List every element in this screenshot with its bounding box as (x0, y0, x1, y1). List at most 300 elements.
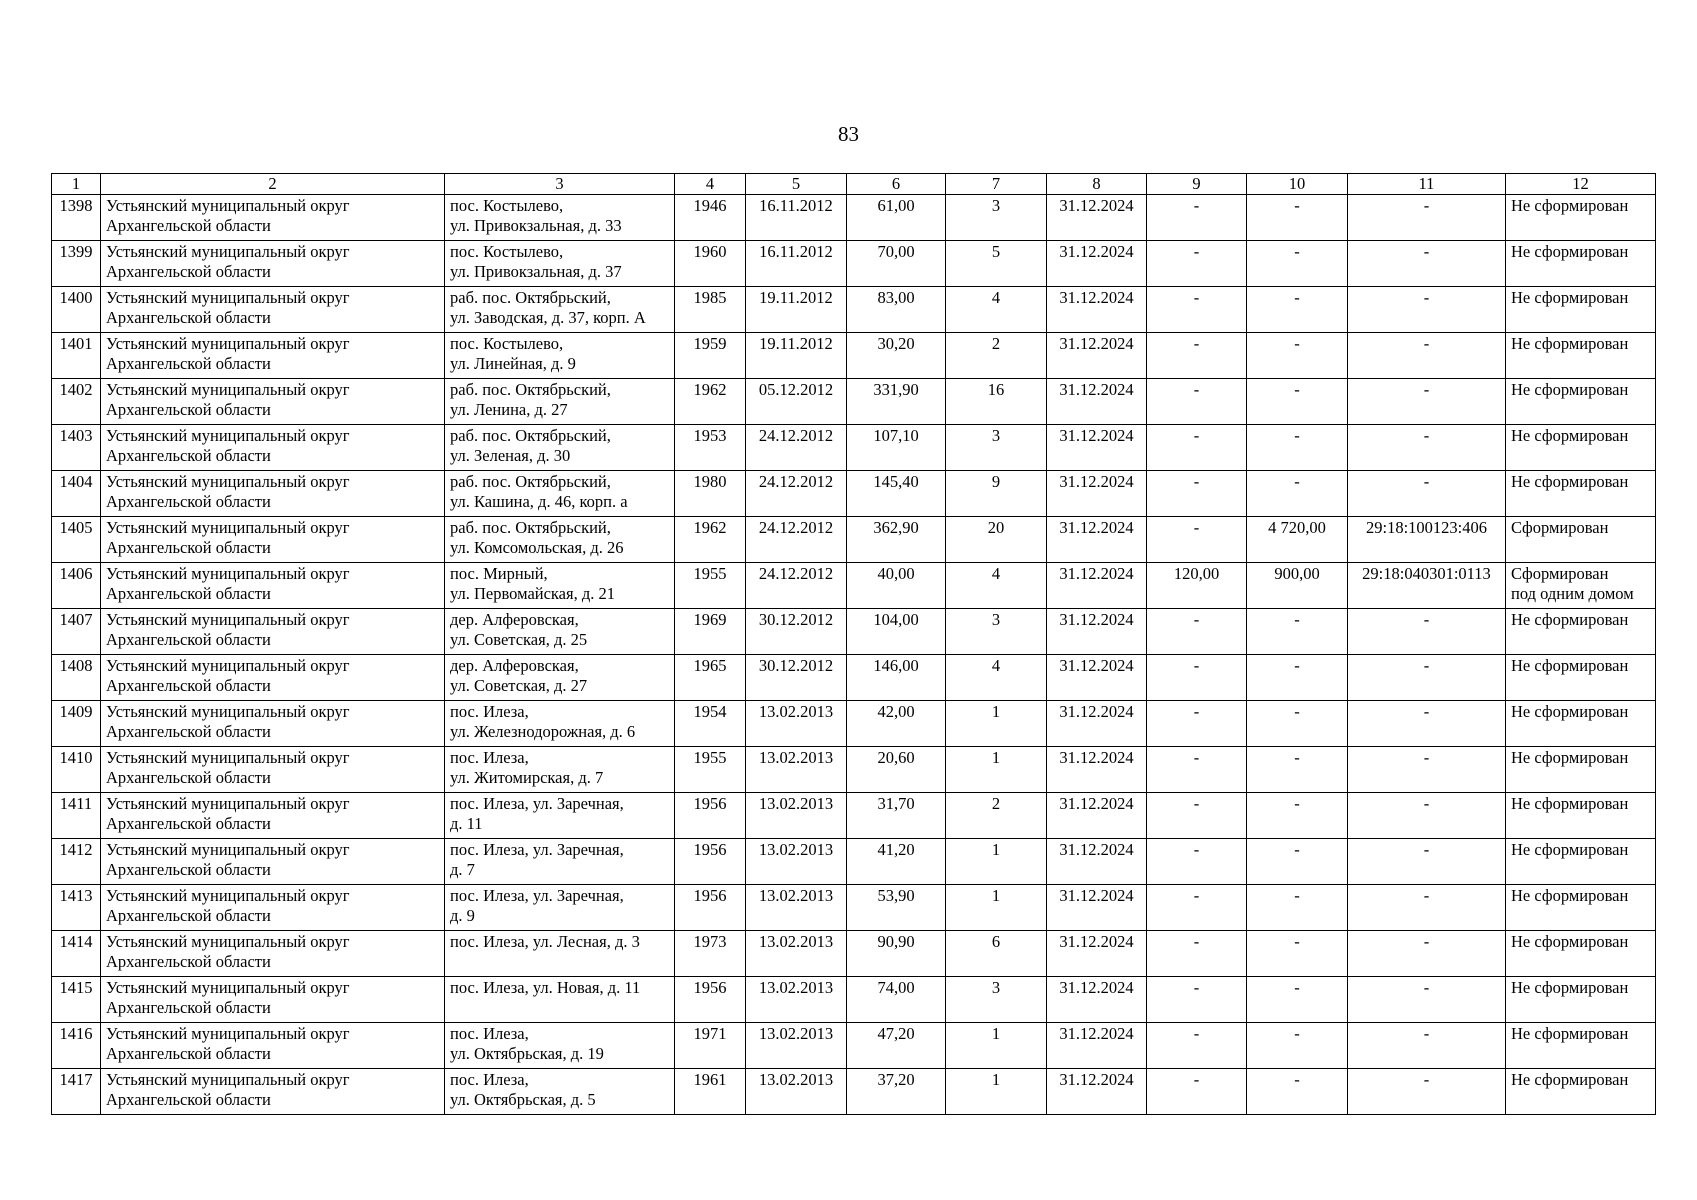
cell-area: 107,10 (847, 425, 946, 471)
cell-residents: 1 (946, 747, 1047, 793)
cell-record-number: 1411 (52, 793, 101, 839)
cell-date: 13.02.2013 (746, 793, 847, 839)
cell-cadastral-number: - (1348, 1069, 1506, 1115)
cell-year: 1956 (675, 977, 746, 1023)
cell-residents: 4 (946, 287, 1047, 333)
cell-date: 13.02.2013 (746, 747, 847, 793)
cell-status-line: Не сформирован (1511, 932, 1629, 951)
column-header: 3 (445, 174, 675, 195)
cell-date: 30.12.2012 (746, 655, 847, 701)
cell-year: 1956 (675, 885, 746, 931)
cell-column-9: - (1147, 701, 1247, 747)
cell-address-line: раб. пос. Октябрьский, (450, 426, 611, 445)
table-row (52, 379, 1656, 425)
cell-address-line: ул. Зеленая, д. 30 (450, 446, 571, 465)
cell-address-line: ул. Октябрьская, д. 19 (450, 1044, 604, 1063)
cell-municipality-line: Устьянский муниципальный округ (106, 426, 350, 445)
cell-residents: 6 (946, 931, 1047, 977)
cell-municipality-line: Устьянский муниципальный округ (106, 1024, 350, 1043)
cell-municipality-line: Устьянский муниципальный округ (106, 656, 350, 675)
cell-municipality-line: Устьянский муниципальный округ (106, 610, 350, 629)
cell-record-number: 1417 (52, 1069, 101, 1115)
cell-address (445, 885, 675, 931)
cell-municipality-line: Архангельской области (106, 630, 271, 649)
cell-record-number: 1406 (52, 563, 101, 609)
cell-cadastral-number: - (1348, 609, 1506, 655)
cell-residents: 4 (946, 563, 1047, 609)
cell-date: 13.02.2013 (746, 977, 847, 1023)
cell-record-number: 1416 (52, 1023, 101, 1069)
cell-column-9: - (1147, 425, 1247, 471)
column-header: 4 (675, 174, 746, 195)
cell-address (445, 931, 675, 977)
cell-column-9: - (1147, 747, 1247, 793)
table-row (52, 563, 1656, 609)
cell-year: 1980 (675, 471, 746, 517)
cell-municipality (101, 517, 445, 563)
table-row (52, 195, 1656, 241)
cell-cadastral-number: - (1348, 655, 1506, 701)
cell-column-10: - (1247, 839, 1348, 885)
cell-status (1506, 563, 1656, 609)
cell-address (445, 977, 675, 1023)
cell-record-number: 1415 (52, 977, 101, 1023)
cell-date: 19.11.2012 (746, 287, 847, 333)
cell-status-line: Не сформирован (1511, 610, 1629, 629)
cell-date: 16.11.2012 (746, 241, 847, 287)
table-row (52, 931, 1656, 977)
cell-deadline: 31.12.2024 (1047, 977, 1147, 1023)
cell-status-line: Не сформирован (1511, 840, 1629, 859)
cell-record-number: 1412 (52, 839, 101, 885)
cell-area: 362,90 (847, 517, 946, 563)
cell-address-line: ул. Привокзальная, д. 37 (450, 262, 622, 281)
cell-record-number: 1402 (52, 379, 101, 425)
cell-status (1506, 471, 1656, 517)
cell-column-9: - (1147, 379, 1247, 425)
cell-year: 1985 (675, 287, 746, 333)
table-row (52, 333, 1656, 379)
cell-municipality (101, 1069, 445, 1115)
cell-municipality-line: Устьянский муниципальный округ (106, 886, 350, 905)
cell-year: 1956 (675, 839, 746, 885)
cell-address-line: ул. Линейная, д. 9 (450, 354, 576, 373)
cell-deadline: 31.12.2024 (1047, 701, 1147, 747)
column-header: 10 (1247, 174, 1348, 195)
cell-address-line: раб. пос. Октябрьский, (450, 518, 611, 537)
cell-column-9: - (1147, 977, 1247, 1023)
cell-area: 90,90 (847, 931, 946, 977)
cell-deadline: 31.12.2024 (1047, 747, 1147, 793)
cell-address-line: д. 7 (450, 860, 475, 879)
cell-address (445, 333, 675, 379)
cell-address (445, 1069, 675, 1115)
cell-residents: 4 (946, 655, 1047, 701)
cell-status (1506, 379, 1656, 425)
cell-address-line: ул. Заводская, д. 37, корп. А (450, 308, 646, 327)
cell-column-9: - (1147, 655, 1247, 701)
cell-status (1506, 977, 1656, 1023)
cell-status-line: Не сформирован (1511, 288, 1629, 307)
cell-address-line: пос. Костылево, (450, 334, 564, 353)
cell-address (445, 1023, 675, 1069)
cell-residents: 9 (946, 471, 1047, 517)
cell-area: 331,90 (847, 379, 946, 425)
column-header: 5 (746, 174, 847, 195)
cell-column-10: - (1247, 471, 1348, 517)
cell-address (445, 379, 675, 425)
cell-status (1506, 655, 1656, 701)
cell-area: 145,40 (847, 471, 946, 517)
cell-status-line: Не сформирован (1511, 426, 1629, 445)
cell-municipality-line: Устьянский муниципальный округ (106, 794, 350, 813)
column-header: 9 (1147, 174, 1247, 195)
cell-deadline: 31.12.2024 (1047, 287, 1147, 333)
cell-deadline: 31.12.2024 (1047, 1023, 1147, 1069)
cell-residents: 3 (946, 425, 1047, 471)
cell-municipality-line: Архангельской области (106, 1044, 271, 1063)
cell-status (1506, 747, 1656, 793)
cell-area: 53,90 (847, 885, 946, 931)
cell-column-10: - (1247, 931, 1348, 977)
cell-status-line: Не сформирован (1511, 702, 1629, 721)
table-row (52, 701, 1656, 747)
cell-status-line: Не сформирован (1511, 748, 1629, 767)
cell-deadline: 31.12.2024 (1047, 471, 1147, 517)
cell-status (1506, 1023, 1656, 1069)
cell-deadline: 31.12.2024 (1047, 793, 1147, 839)
cell-status (1506, 333, 1656, 379)
cell-address (445, 655, 675, 701)
cell-area: 83,00 (847, 287, 946, 333)
cell-status (1506, 885, 1656, 931)
cell-column-9: - (1147, 885, 1247, 931)
cell-cadastral-number: - (1348, 241, 1506, 287)
cell-year: 1959 (675, 333, 746, 379)
cell-date: 13.02.2013 (746, 839, 847, 885)
cell-date: 19.11.2012 (746, 333, 847, 379)
cell-address-line: дер. Алферовская, (450, 656, 579, 675)
cell-municipality-line: Архангельской области (106, 262, 271, 281)
cell-year: 1954 (675, 701, 746, 747)
cell-residents: 16 (946, 379, 1047, 425)
cell-date: 13.02.2013 (746, 1023, 847, 1069)
cell-address-line: ул. Советская, д. 25 (450, 630, 588, 649)
cell-status-line: Не сформирован (1511, 794, 1629, 813)
cell-residents: 1 (946, 839, 1047, 885)
cell-area: 31,70 (847, 793, 946, 839)
cell-municipality-line: Устьянский муниципальный округ (106, 978, 350, 997)
cell-year: 1965 (675, 655, 746, 701)
cell-status (1506, 793, 1656, 839)
cell-municipality-line: Устьянский муниципальный округ (106, 932, 350, 951)
cell-column-10: 4 720,00 (1247, 517, 1348, 563)
cell-address-line: пос. Илеза, ул. Заречная, (450, 840, 624, 859)
cell-address-line: ул. Житомирская, д. 7 (450, 768, 604, 787)
cell-municipality-line: Устьянский муниципальный округ (106, 1070, 350, 1089)
column-header: 2 (101, 174, 445, 195)
cell-municipality-line: Архангельской области (106, 952, 271, 971)
cell-municipality (101, 885, 445, 931)
cell-address (445, 563, 675, 609)
cell-address (445, 195, 675, 241)
cell-address-line: пос. Илеза, ул. Заречная, (450, 794, 624, 813)
cell-address-line: ул. Ленина, д. 27 (450, 400, 568, 419)
cell-status (1506, 931, 1656, 977)
cell-column-10: - (1247, 333, 1348, 379)
cell-year: 1969 (675, 609, 746, 655)
cell-record-number: 1405 (52, 517, 101, 563)
table-row (52, 287, 1656, 333)
cell-cadastral-number: - (1348, 747, 1506, 793)
cell-area: 74,00 (847, 977, 946, 1023)
cell-cadastral-number: - (1348, 839, 1506, 885)
cell-municipality (101, 195, 445, 241)
table-row (52, 885, 1656, 931)
cell-municipality (101, 563, 445, 609)
cell-municipality-line: Архангельской области (106, 676, 271, 695)
cell-year: 1971 (675, 1023, 746, 1069)
table-row (52, 241, 1656, 287)
cell-municipality (101, 425, 445, 471)
cell-residents: 5 (946, 241, 1047, 287)
cell-year: 1961 (675, 1069, 746, 1115)
column-header: 1 (52, 174, 101, 195)
cell-municipality-line: Архангельской области (106, 584, 271, 603)
cell-municipality-line: Устьянский муниципальный округ (106, 472, 350, 491)
cell-municipality-line: Архангельской области (106, 538, 271, 557)
cell-address-line: ул. Октябрьская, д. 5 (450, 1090, 596, 1109)
cell-record-number: 1398 (52, 195, 101, 241)
cell-municipality (101, 747, 445, 793)
cell-municipality-line: Архангельской области (106, 722, 271, 741)
cell-year: 1962 (675, 379, 746, 425)
cell-date: 24.12.2012 (746, 563, 847, 609)
table-row (52, 1069, 1656, 1115)
cell-municipality-line: Устьянский муниципальный округ (106, 380, 350, 399)
cell-record-number: 1413 (52, 885, 101, 931)
cell-municipality (101, 379, 445, 425)
cell-residents: 20 (946, 517, 1047, 563)
cell-address-line: д. 9 (450, 906, 475, 925)
cell-deadline: 31.12.2024 (1047, 379, 1147, 425)
cell-municipality-line: Архангельской области (106, 1090, 271, 1109)
cell-deadline: 31.12.2024 (1047, 241, 1147, 287)
cell-record-number: 1410 (52, 747, 101, 793)
cell-year: 1955 (675, 747, 746, 793)
cell-municipality-line: Устьянский муниципальный округ (106, 196, 350, 215)
cell-cadastral-number: 29:18:100123:406 (1348, 517, 1506, 563)
table-row (52, 793, 1656, 839)
cell-address-line: пос. Илеза, (450, 1070, 529, 1089)
column-header: 7 (946, 174, 1047, 195)
cell-municipality-line: Устьянский муниципальный округ (106, 288, 350, 307)
cell-date: 24.12.2012 (746, 425, 847, 471)
cell-address-line: пос. Илеза, ул. Новая, д. 11 (450, 978, 641, 997)
cell-address (445, 747, 675, 793)
cell-address-line: раб. пос. Октябрьский, (450, 288, 611, 307)
cell-residents: 2 (946, 793, 1047, 839)
cell-column-10: - (1247, 793, 1348, 839)
cell-column-10: - (1247, 609, 1348, 655)
cell-record-number: 1400 (52, 287, 101, 333)
cell-record-number: 1399 (52, 241, 101, 287)
cell-status-line: Не сформирован (1511, 242, 1629, 261)
cell-residents: 1 (946, 1069, 1047, 1115)
cell-status-line: Не сформирован (1511, 978, 1629, 997)
cell-cadastral-number: - (1348, 977, 1506, 1023)
cell-status-line: Не сформирован (1511, 656, 1629, 675)
cell-date: 13.02.2013 (746, 1069, 847, 1115)
cell-cadastral-number: - (1348, 425, 1506, 471)
cell-address (445, 241, 675, 287)
cell-address (445, 793, 675, 839)
column-header: 12 (1506, 174, 1656, 195)
table-row (52, 425, 1656, 471)
cell-area: 61,00 (847, 195, 946, 241)
cell-address-line: ул. Комсомольская, д. 26 (450, 538, 624, 557)
cell-municipality-line: Архангельской области (106, 354, 271, 373)
cell-year: 1946 (675, 195, 746, 241)
cell-residents: 1 (946, 885, 1047, 931)
cell-municipality (101, 701, 445, 747)
registry-table (51, 173, 1656, 1115)
cell-municipality-line: Архангельской области (106, 814, 271, 833)
cell-address-line: ул. Советская, д. 27 (450, 676, 588, 695)
cell-municipality-line: Архангельской области (106, 906, 271, 925)
cell-cadastral-number: - (1348, 701, 1506, 747)
cell-record-number: 1404 (52, 471, 101, 517)
cell-municipality-line: Архангельской области (106, 216, 271, 235)
table-row (52, 655, 1656, 701)
cell-year: 1953 (675, 425, 746, 471)
table-row (52, 517, 1656, 563)
cell-column-10: - (1247, 747, 1348, 793)
cell-status (1506, 701, 1656, 747)
cell-address-line: ул. Железнодорожная, д. 6 (450, 722, 636, 741)
cell-column-9: 120,00 (1147, 563, 1247, 609)
cell-year: 1973 (675, 931, 746, 977)
cell-area: 41,20 (847, 839, 946, 885)
cell-year: 1955 (675, 563, 746, 609)
cell-deadline: 31.12.2024 (1047, 517, 1147, 563)
cell-date: 24.12.2012 (746, 517, 847, 563)
cell-status-line: Не сформирован (1511, 472, 1629, 491)
cell-column-9: - (1147, 471, 1247, 517)
cell-year: 1960 (675, 241, 746, 287)
cell-municipality (101, 655, 445, 701)
cell-status (1506, 195, 1656, 241)
cell-column-10: - (1247, 379, 1348, 425)
cell-address-line: дер. Алферовская, (450, 610, 579, 629)
cell-area: 104,00 (847, 609, 946, 655)
cell-address-line: пос. Илеза, (450, 702, 529, 721)
cell-cadastral-number: 29:18:040301:0113 (1348, 563, 1506, 609)
cell-column-9: - (1147, 931, 1247, 977)
cell-record-number: 1403 (52, 425, 101, 471)
cell-date: 30.12.2012 (746, 609, 847, 655)
cell-status-line: Не сформирован (1511, 196, 1629, 215)
cell-column-9: - (1147, 793, 1247, 839)
cell-municipality-line: Архангельской области (106, 308, 271, 327)
cell-residents: 2 (946, 333, 1047, 379)
cell-municipality (101, 609, 445, 655)
cell-address-line: д. 11 (450, 814, 483, 833)
cell-column-10: - (1247, 287, 1348, 333)
cell-column-9: - (1147, 517, 1247, 563)
cell-municipality (101, 1023, 445, 1069)
cell-municipality (101, 471, 445, 517)
cell-column-9: - (1147, 287, 1247, 333)
cell-area: 40,00 (847, 563, 946, 609)
cell-status (1506, 609, 1656, 655)
cell-deadline: 31.12.2024 (1047, 655, 1147, 701)
cell-deadline: 31.12.2024 (1047, 931, 1147, 977)
cell-municipality-line: Архангельской области (106, 446, 271, 465)
cell-date: 24.12.2012 (746, 471, 847, 517)
cell-status-line: Сформирован (1511, 564, 1609, 583)
cell-record-number: 1401 (52, 333, 101, 379)
cell-date: 13.02.2013 (746, 701, 847, 747)
cell-municipality-line: Устьянский муниципальный округ (106, 564, 350, 583)
cell-record-number: 1414 (52, 931, 101, 977)
cell-column-9: - (1147, 1023, 1247, 1069)
cell-address-line: ул. Первомайская, д. 21 (450, 584, 615, 603)
cell-deadline: 31.12.2024 (1047, 885, 1147, 931)
table-row (52, 839, 1656, 885)
cell-status-line: Не сформирован (1511, 380, 1629, 399)
cell-deadline: 31.12.2024 (1047, 839, 1147, 885)
cell-municipality (101, 931, 445, 977)
cell-column-10: - (1247, 885, 1348, 931)
cell-address (445, 287, 675, 333)
cell-cadastral-number: - (1348, 471, 1506, 517)
cell-municipality-line: Архангельской области (106, 860, 271, 879)
table-row (52, 609, 1656, 655)
column-number-row (52, 174, 1656, 195)
cell-address-line: пос. Илеза, (450, 1024, 529, 1043)
cell-address-line: пос. Костылево, (450, 196, 564, 215)
cell-year: 1956 (675, 793, 746, 839)
cell-date: 05.12.2012 (746, 379, 847, 425)
cell-municipality (101, 333, 445, 379)
cell-municipality-line: Устьянский муниципальный округ (106, 242, 350, 261)
cell-deadline: 31.12.2024 (1047, 425, 1147, 471)
cell-area: 37,20 (847, 1069, 946, 1115)
cell-area: 47,20 (847, 1023, 946, 1069)
cell-date: 13.02.2013 (746, 931, 847, 977)
cell-deadline: 31.12.2024 (1047, 1069, 1147, 1115)
cell-address (445, 701, 675, 747)
cell-column-9: - (1147, 839, 1247, 885)
cell-deadline: 31.12.2024 (1047, 563, 1147, 609)
cell-address-line: ул. Привокзальная, д. 33 (450, 216, 622, 235)
cell-status-line: Не сформирован (1511, 334, 1629, 353)
cell-municipality-line: Устьянский муниципальный округ (106, 702, 350, 721)
cell-residents: 1 (946, 701, 1047, 747)
cell-status (1506, 1069, 1656, 1115)
cell-residents: 3 (946, 609, 1047, 655)
cell-cadastral-number: - (1348, 1023, 1506, 1069)
column-header: 8 (1047, 174, 1147, 195)
cell-municipality-line: Архангельской области (106, 492, 271, 511)
cell-date: 16.11.2012 (746, 195, 847, 241)
cell-record-number: 1407 (52, 609, 101, 655)
table-row (52, 977, 1656, 1023)
cell-address (445, 517, 675, 563)
cell-address-line: раб. пос. Октябрьский, (450, 472, 611, 491)
cell-area: 30,20 (847, 333, 946, 379)
